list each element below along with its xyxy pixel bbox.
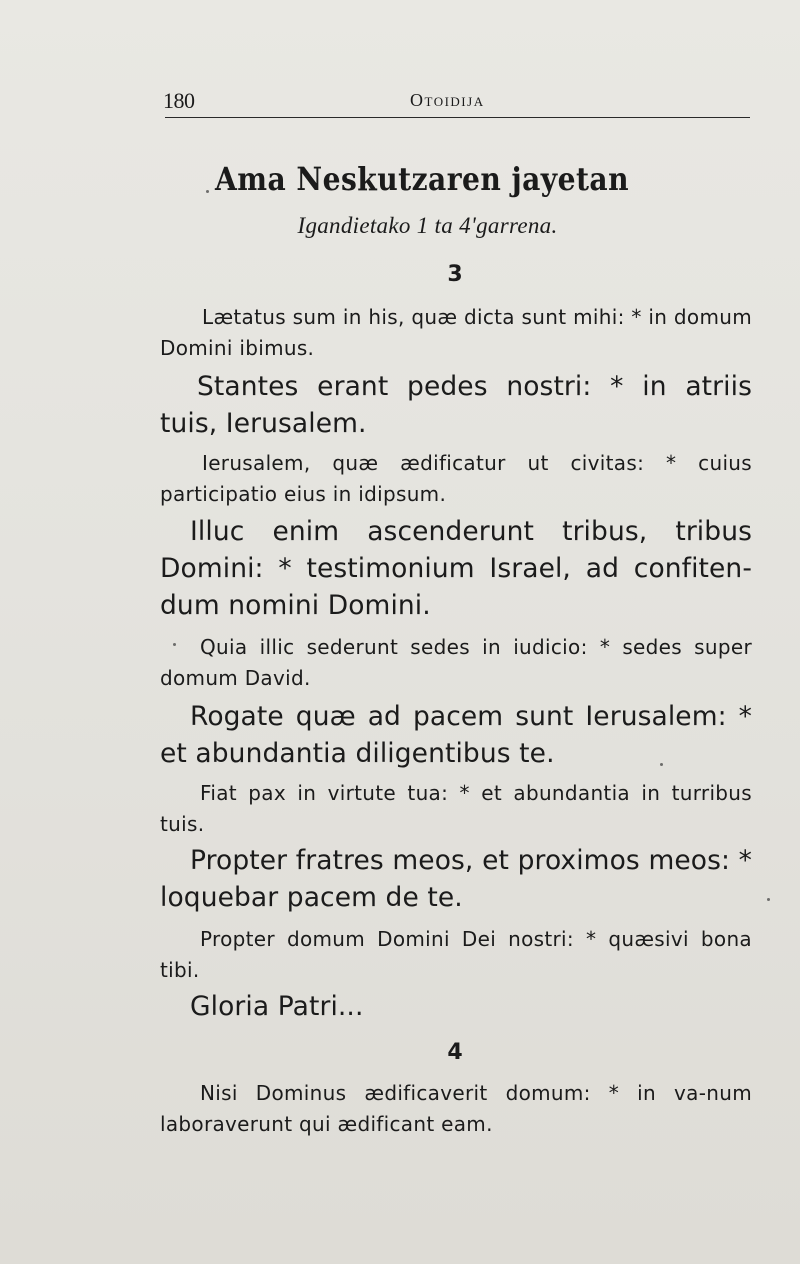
verse-psalm4-1: Nisi Dominus ædificaverit domum: * in va-num laboraverunt qui ædificant eam. [160,1081,752,1136]
running-title: Otoidija [410,90,485,110]
verse-9: Propter domum Domini Dei nostri: * quæsivi bona tibi. [160,927,752,982]
section-title: Ama Neskutzaren jayetan [214,160,630,198]
section-subtitle: Igandietako 1 ta 4'garrena. [297,213,558,238]
verse-2: Stantes erant pedes nostri: * in atriis tuis, Ierusalem. [160,371,752,439]
verse-8: Propter fratres meos, et proximos meos: * loquebar pacem de te. [160,845,752,913]
page-number: 180 [163,88,195,113]
verse-3: Ierusalem, quæ ædificatur ut civitas: * cuius participatio eius in idipsum. [160,451,752,506]
ink-speck [660,763,663,766]
psalm-number-4: 4 [447,1040,463,1065]
verse-4: Illuc enim ascenderunt tribus, tribus Domini: * testimonium Israel, ad confiten-dum nomini Domini. [160,516,752,621]
verse-7: Fiat pax in virtute tua: * et abundantia in turribus tuis. [160,781,752,836]
ink-speck [767,898,770,901]
verse-6: Rogate quæ ad pacem sunt Ierusalem: * et abundantia diligentibus te. [160,701,752,769]
header-rule [165,117,750,118]
verse-1: Lætatus sum in his, quæ dicta sunt mihi: * in domum Domini ibimus. [160,305,752,360]
running-head [160,86,750,114]
ink-speck [206,190,209,193]
doxology: Gloria Patri... [190,991,364,1022]
verse-5: Quia illic sederunt sedes in iudicio: * sedes super domum David. [160,635,752,690]
psalm-number-3: 3 [447,262,463,287]
ink-speck [173,643,176,646]
